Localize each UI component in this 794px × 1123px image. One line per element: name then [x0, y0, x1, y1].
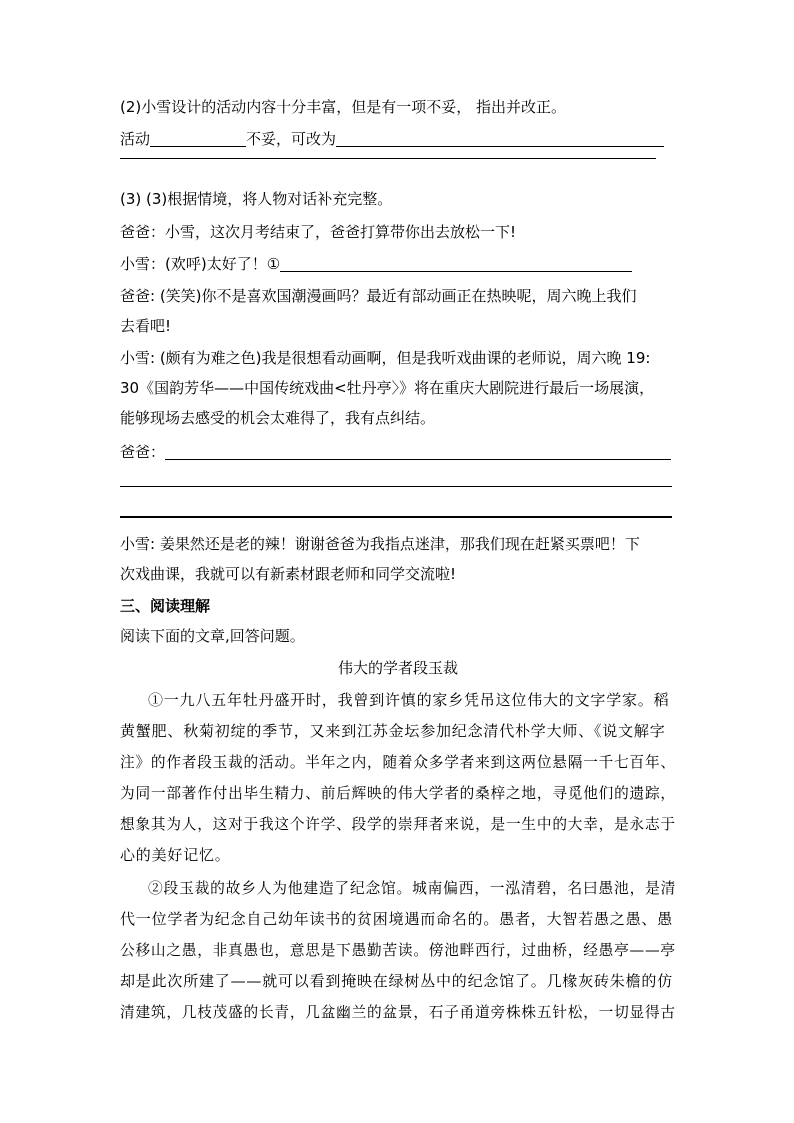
dialogue-xue-2-line-1: 小雪: (颇有为难之色)我是很想看动画啊，但是我听戏曲课的老师说，周六晚 19: — [120, 349, 651, 367]
article-title: 伟大的学者段玉裁 — [337, 659, 458, 677]
article-p1-line: 黄蟹肥、秋菊初绽的季节，又来到江苏金坛参加纪念清代朴学大师、《说文解字 — [120, 722, 666, 740]
article-p1-line: 心的美好记忆。 — [120, 846, 231, 864]
section-instruction: 阅读下面的文章,回答问题。 — [120, 627, 305, 645]
dialogue-blank-line-3[interactable] — [120, 516, 672, 518]
article-p2-line: 却是此次所建了——就可以看到掩映在绿树丛中的纪念馆了。几椽灰砖朱檐的仿 — [120, 972, 674, 990]
article-p2-line: 清建筑，几枝茂盛的长青，几盆幽兰的盆景，石子甬道旁株株五针松，一切显得古 — [120, 1003, 676, 1021]
question-2-answer-line — [120, 129, 664, 149]
dialogue-xue-1-text: 小雪：(欢呼)太好了！① — [120, 255, 281, 273]
answer-mid-label: 不妥，可改为 — [246, 130, 337, 148]
dialogue-blank-line-2[interactable] — [120, 486, 672, 487]
dialogue-dad-2-line-1: 爸爸: (笑笑)你不是喜欢国潮漫画吗？最近有部动画正在热映呢，周六晚上我们 — [120, 287, 637, 305]
dialogue-xue-2-line-3: 能够现场去感受的机会太难得了，我有点纠结。 — [120, 409, 436, 427]
question-3-prompt: (3) (3)根据情境，将人物对话补充完整。 — [120, 190, 393, 208]
dialogue-blank-1[interactable] — [280, 255, 632, 272]
dialogue-xue-1 — [120, 254, 632, 274]
article-p1-line: 注》的作者段玉裁的活动。半年之内，随着众多学者来到这两位悬隔一千七百年、 — [120, 753, 676, 771]
question-2-prompt: (2)小雪设计的活动内容十分丰富，但是有一项不妥， 指出并改正。 — [120, 98, 567, 116]
dialogue-dad-2-line-2: 去看吧! — [120, 317, 172, 335]
section-heading: 三、阅读理解 — [120, 597, 211, 615]
activity-answer-blank[interactable] — [150, 130, 246, 147]
article-p1-line: 想象其为人，这对于我这个许学、段学的崇拜者来说，是一生中的大幸，是永志于 — [120, 815, 676, 833]
dialogue-dad-3-text: 爸爸： — [120, 443, 166, 461]
answer-continuation-line[interactable] — [120, 158, 656, 159]
article-p2-line: 公移山之愚，非真愚也，意思是下愚勤苦读。傍池畔西行，过曲桥，经愚亭——亭 — [120, 941, 676, 959]
article-p2-line: ②段玉裁的故乡人为他建造了纪念馆。城南偏西，一泓清碧，名曰愚池，是清 — [148, 879, 677, 897]
article-p1-line: 为同一部著作付出毕生精力、前后辉映的伟大学者的桑梓之地，寻觅他们的遗踪， — [120, 784, 676, 802]
dialogue-dad-3 — [120, 442, 671, 462]
dialogue-xue-3-line-2: 次戏曲课，我就可以有新素材跟老师和同学交流啦! — [120, 565, 457, 583]
article-p2-line: 代一位学者为纪念自己幼年读书的贫困境遇而命名的。愚者，大智若愚之愚、愚 — [120, 910, 674, 928]
answer-prefix-label: 活动 — [120, 130, 151, 148]
dialogue-blank-2[interactable] — [165, 443, 671, 460]
correction-answer-blank[interactable] — [336, 130, 664, 147]
dialogue-xue-3-line-1: 小雪: 姜果然还是老的辣！谢谢爸爸为我指点迷津，那我们现在赶紧买票吧！下 — [120, 535, 640, 553]
dialogue-xue-2-line-2: 30《国韵芳华——中国传统戏曲<牡丹亭〉》将在重庆大剧院进行最后一场展演， — [120, 379, 655, 397]
dialogue-dad-1: 爸爸：小雪，这次月考结束了，爸爸打算带你出去放松一下! — [120, 223, 517, 241]
article-p1-line: ①一九八五年牡丹盛开时，我曾到许慎的家乡凭吊这位伟大的文字学家。稻 — [148, 691, 670, 709]
